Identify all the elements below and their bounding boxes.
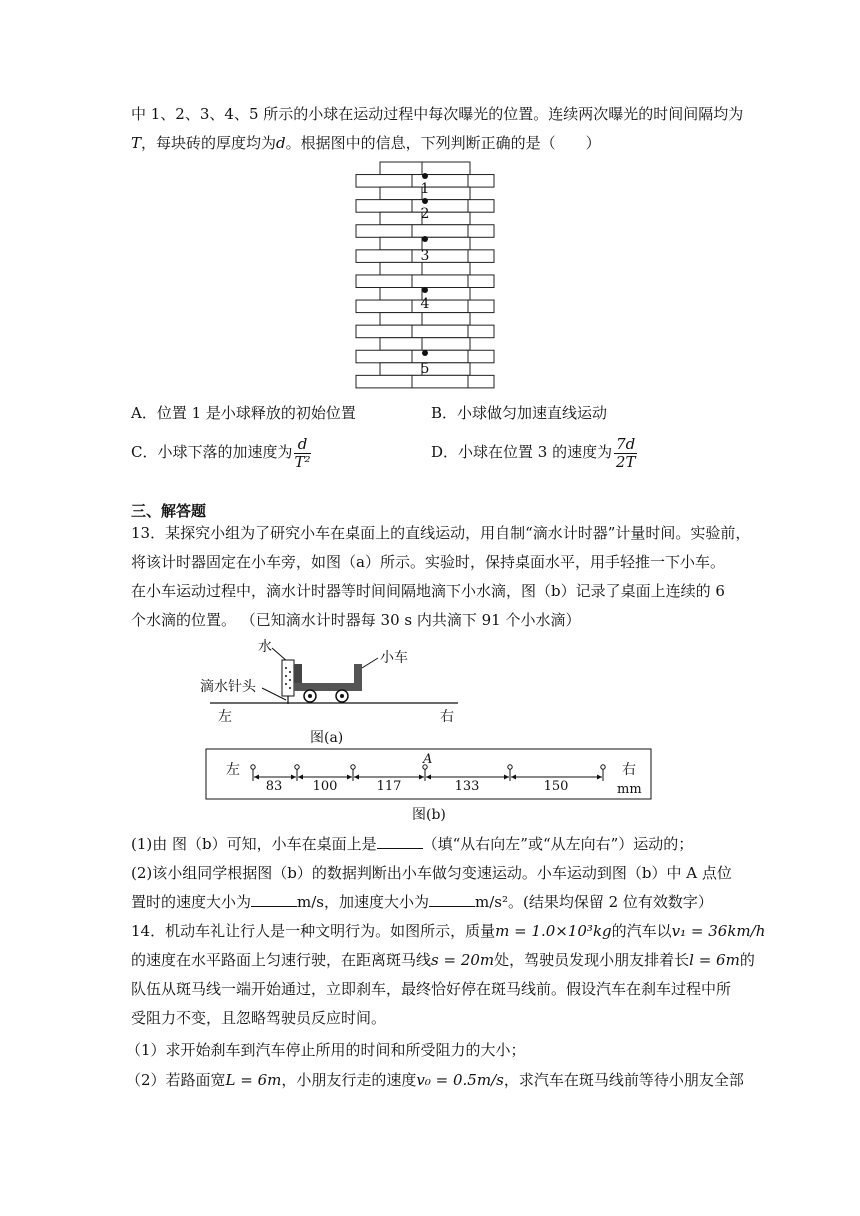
q14-length: l = 6m	[689, 951, 740, 969]
distance-2: 100	[312, 779, 338, 794]
fig-a-left-label: 左	[218, 709, 232, 725]
q13-sub2-b: m/s，加速度大小为	[297, 893, 429, 911]
q12-option-d	[431, 432, 637, 472]
distance-3: 117	[376, 779, 402, 794]
q13-sub1	[131, 834, 693, 854]
q13-line4: 个水滴的位置。 （已知滴水计时器每 30 s 内共滴下 91 个小水滴）	[131, 611, 581, 629]
q14-sub2	[126, 1070, 744, 1090]
fig-b-right-label: 右	[622, 762, 636, 778]
frac-num: 7d	[616, 434, 636, 453]
brick-row	[380, 313, 470, 326]
cart-back	[354, 664, 362, 688]
brick-row	[380, 262, 470, 275]
fig-a-cart-label: 小车	[380, 650, 408, 666]
distance-1: 83	[265, 779, 283, 794]
water-drop-3	[351, 765, 355, 769]
ball-3	[422, 236, 428, 242]
q13-line1: 13．某探究小组为了研究小车在桌面上的直线运动，用自制“滴水计时器”计量时间。实验前，	[131, 524, 751, 542]
fig-b-left-label: 左	[226, 762, 240, 778]
label-1: 1	[420, 181, 430, 197]
frac-den: 2T	[615, 452, 636, 471]
q13-sub2-line2	[131, 892, 713, 912]
ball-5	[422, 350, 428, 356]
frac-num: d	[294, 436, 310, 454]
q14-sub2-b: ，小朋友行走的速度	[281, 1071, 417, 1089]
q12-line2-a: ，每块砖的厚度均为	[141, 134, 277, 152]
q12-line1: 中 1、2、3、4、5 所示的小球在运动过程中每次曝光的位置。连续两次曝光的时间间隔均为	[131, 105, 744, 123]
brick-row	[356, 275, 494, 288]
q14-line4: 受阻力不变，且忽略驾驶员反应时间。	[131, 1009, 387, 1027]
brick-row	[356, 225, 494, 238]
label-3: 3	[420, 248, 430, 264]
answer-blank-acceleration[interactable]	[429, 892, 475, 907]
figure-a	[0, 632, 860, 747]
fig-a-water-label: 水	[258, 639, 272, 655]
water-drop-2	[295, 765, 299, 769]
water-drop-5	[508, 765, 512, 769]
q13-sub1-a: (1)由 图（b）可知，小车在桌面上是	[131, 835, 377, 853]
frac-den: T²	[294, 452, 311, 471]
q14-sub2-a: （2）若路面宽	[126, 1071, 226, 1089]
q14-line2-b: 处，驾驶员发现小朋友排着长	[494, 951, 690, 969]
brick-row	[356, 325, 494, 338]
fig-b-unit: mm	[617, 782, 642, 797]
ball-2	[422, 198, 428, 204]
brick-row	[380, 162, 470, 175]
brick-row	[380, 338, 470, 351]
water-drop-1	[251, 765, 255, 769]
q14-line2-a: 的速度在水平路面上匀速行驶，在距离斑马线	[131, 951, 432, 969]
q12-line2	[131, 133, 601, 153]
ball-1	[422, 173, 428, 179]
var-T: T	[131, 134, 142, 152]
q12-option-a: A．位置 1 是小球释放的初始位置	[131, 404, 356, 422]
q12-option-c-text: C．小球下落的加速度为	[131, 443, 293, 461]
answer-blank-velocity[interactable]	[251, 892, 297, 907]
fig-b-caption: 图(b)	[412, 807, 446, 823]
q14-line1-a: 14．机动车礼让行人是一种文明行为。如图所示，质量	[131, 922, 496, 940]
drip-timer	[282, 660, 294, 696]
q13-sub1-b: （填“从右向左”或“从左向右”）运动的；	[422, 835, 694, 853]
water-drop-6	[601, 765, 605, 769]
fraction-7d-over-2T	[614, 436, 637, 471]
fig-a-needle-label: 滴水针头	[200, 679, 256, 695]
q14-line2	[131, 950, 755, 970]
q12-option-c	[131, 432, 311, 472]
q14-sub1: （1）求开始刹车到汽车停止所用的时间和所受阻力的大小；	[126, 1041, 526, 1059]
q13-sub2-line1: (2)该小组同学根据图（b）的数据判断出小车做匀变速运动。小车运动到图（b）中 A 点位	[131, 864, 732, 882]
fig-a-caption: 图(a)	[310, 730, 344, 746]
q14-line2-c: 的	[739, 951, 755, 969]
q13-line3: 在小车运动过程中，滴水计时器等时间间隔地滴下小水滴，图（b）记录了桌面上连续的 6	[131, 582, 725, 600]
q14-road-width: L = 6m	[225, 1071, 282, 1089]
cart-base	[294, 683, 362, 691]
q14-mass: m = 1.0×10³kg	[495, 922, 612, 940]
q13-sub2-a: 置时的速度大小为	[131, 893, 252, 911]
q12-option-b: B．小球做匀加速直线运动	[431, 404, 608, 422]
var-d: d	[276, 134, 286, 152]
label-4: 4	[420, 296, 430, 312]
label-5: 5	[420, 361, 430, 377]
q14-speed: v₁ = 36km/h	[671, 922, 766, 940]
q14-line3: 队伍从斑马线一端开始通过，立即刹车，最终恰好停在斑马线前。假设汽车在刹车过程中所	[131, 980, 732, 998]
answer-blank-direction[interactable]	[377, 834, 423, 849]
brick-wall-figure	[0, 158, 860, 398]
q12-option-d-text: D．小球在位置 3 的速度为	[431, 443, 613, 461]
fig-a-right-label: 右	[440, 709, 454, 725]
brick-row	[356, 375, 494, 388]
q14-walk-speed: v₀ = 0.5m/s	[416, 1071, 504, 1089]
q14-sub2-c: ，求汽车在斑马线前等待小朋友全部	[503, 1071, 744, 1089]
fig-b-point-a: A	[423, 752, 433, 767]
ball-4	[422, 287, 428, 293]
distance-4: 133	[454, 779, 480, 794]
figure-b	[0, 744, 860, 824]
label-2: 2	[420, 206, 430, 222]
q12-line2-b: 。根据图中的信息，下列判断正确的是（ ）	[285, 134, 601, 152]
fraction-d-over-T2	[294, 436, 310, 471]
q14-distance: s = 20m	[431, 951, 495, 969]
cart-pointer	[362, 658, 378, 668]
q14-line1	[131, 921, 765, 941]
q14-line1-b: 的汽车以	[611, 922, 672, 940]
distance-5: 150	[543, 779, 569, 794]
section-title: 三、解答题	[131, 502, 207, 520]
q13-sub2-c: m/s²。(结果均保留 2 位有效数字）	[475, 893, 713, 911]
q13-line2: 将该计时器固定在小车旁，如图（a）所示。实验时，保持桌面水平，用手轻推一下小车。	[131, 553, 725, 571]
